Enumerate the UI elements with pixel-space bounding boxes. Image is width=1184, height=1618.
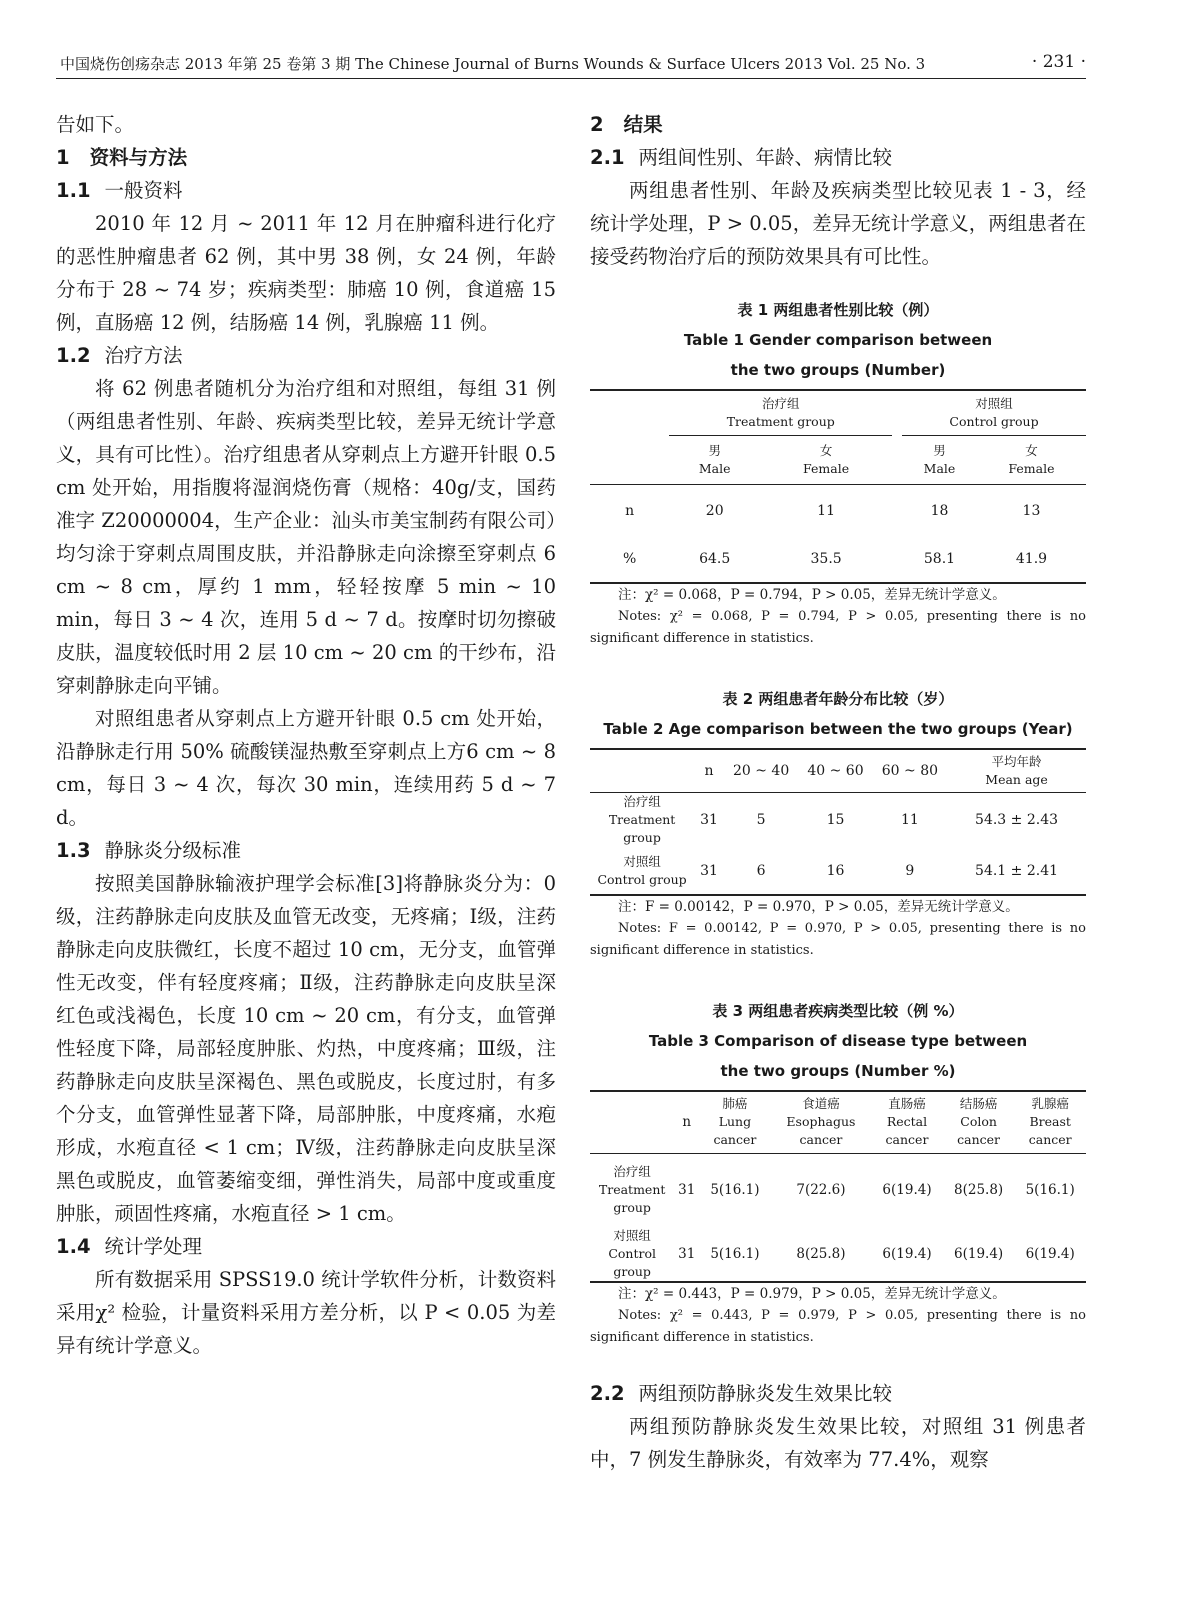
section-number: 1.1 [56,179,91,202]
subsection-heading [590,1377,1086,1410]
table-caption-zh: 表 3 两组患者疾病类型比较（例 %） [712,1002,964,1020]
group-header-en: Treatment group [726,414,835,429]
cell: 9 [905,862,915,879]
paragraph: 2010 年 12 月 ~ 2011 年 12 月在肿瘤科进行化疗的恶性肿瘤患者 62 例，其中男 38 例，女 24 例，年龄分布于 28 ~ 74 岁；疾病类型：肺癌 10 例，食道癌 15 例，直肠癌 12 例，结肠癌 14 例，乳腺癌 11 例。 [56,212,556,334]
cell: 8(25.8) [954,1182,1004,1199]
cell: 54.1 ± 2.41 [975,862,1059,879]
col-header: 食道癌 [802,1096,840,1112]
paragraph: 对照组患者从穿刺点上方避开针眼 0.5 cm 处开始，沿静脉走行用 50% 硫酸镁湿热敷至穿刺点上方6 cm ~ 8 cm，每日 3 ~ 4 次，每次 30 min，连续用药 5 d ~ 7 d。 [56,707,556,829]
table-caption-en: Table 2 Age comparison between the two groups (Year) [603,719,1073,738]
paragraph: 按照美国静脉输液护理学会标准[3]将静脉炎分为：0 级，注药静脉走向皮肤及血管无改变，无疼痛；Ⅰ级，注药静脉走向皮肤微红，长度不超过 10 cm，无分支，血管弹性无改变，伴有轻度疼痛；Ⅱ级，注药静脉走向皮肤呈深红色或浅褐色，长度 10 cm ~ 20 cm，有分支，血管弹性轻度下降，局部轻度肿胀、灼热，中度疼痛；Ⅲ级，注药静脉走向皮肤呈深褐色、黑色或脱皮，长度过肘，有多个分支，血管弹性显著下降，局部肿胀，中度疼痛，水疱形成，水疱直径 < 1 cm；Ⅳ级，注药静脉走向皮肤呈深黑色或脱皮，血管萎缩变细，弹性消失，局部中度或重度肿胀，顽固性疼痛，水疱直径 > 1 cm。 [56,872,556,1225]
group-header: 对照组 [975,396,1013,411]
cell: 11 [900,812,919,828]
table-3 [590,996,1086,1349]
row-label: n [625,502,635,519]
cell: 35.5 [810,551,842,567]
table-row [590,1227,1086,1282]
col-header: n [682,1114,692,1131]
table-caption-zh: 表 1 两组患者性别比较（例） [737,301,939,319]
subsection-heading [56,834,556,867]
col-header: n [704,762,714,779]
col-header-en: Mean age [985,771,1048,787]
col-header-en: cancer [799,1132,843,1148]
table-2 [590,684,1086,963]
table-row [590,847,1086,895]
row-label: 治疗组 [613,1164,651,1180]
cell: 7(22.6) [796,1182,846,1199]
section-number: 2.2 [590,1382,625,1405]
section-title: 一般资料 [104,179,183,202]
col-header-en: Lung [718,1114,752,1130]
right-column [590,108,1086,1476]
paragraph: 两组预防静脉炎发生效果比较，对照组 31 例患者中，7 例发生静脉炎，有效率为 77.4%，观察 [590,1415,1086,1471]
col-header-en: cancer [1028,1132,1072,1148]
cell: 58.1 [923,551,956,567]
cell: 6(19.4) [882,1182,932,1199]
section-number: 1 [56,146,70,169]
cell: 15 [826,812,845,828]
section-title: 两组间性别、年龄、病情比较 [638,146,893,169]
col-header: 男 [708,443,721,458]
col-header: 直肠癌 [888,1096,926,1112]
section-title: 结果 [623,113,663,136]
col-header-en: cancer [885,1132,929,1148]
row-label-en: group [613,1200,651,1216]
col-header: 20 ~ 40 [732,762,790,779]
cell: 31 [700,862,718,879]
table-row [590,793,1086,848]
cell: 8(25.8) [796,1246,846,1262]
cell: 54.3 ± 2.43 [975,812,1059,828]
row-label-en: Treatment [598,1182,666,1198]
page-number: · 231 · [1031,52,1086,72]
table-row [590,485,1086,537]
cell: 6(19.4) [882,1246,932,1262]
table-1 [590,295,1086,650]
table-note-zh: 注：χ² = 0.443，P = 0.979，P > 0.05，差异无统计学意义。 [618,1286,1006,1302]
subsection-heading [56,174,556,207]
section-number: 1.4 [56,1235,91,1258]
row-label: 治疗组 [623,794,661,809]
row-label: 对照组 [623,853,661,869]
col-header: 乳腺癌 [1031,1096,1069,1112]
col-header-en: Colon [960,1114,997,1130]
col-header-en: Male [698,461,731,476]
group-header-en: Control group [949,414,1039,429]
paragraph: 所有数据采用 SPSS19.0 统计学软件分析，计数资料采用χ² 检验，计量资料采用方差分析，以 P < 0.05 为差异有统计学意义。 [56,1268,556,1357]
section-title: 两组预防静脉炎发生效果比较 [638,1382,893,1405]
table-caption-en: the two groups (Number) [730,361,946,379]
section-heading [590,108,1086,141]
journal-citation: 中国烧伤创疡杂志 2013 年第 25 卷第 3 期 The Chinese Journal of Burns Wounds & Surface Ulcers 2013 Vol. 25 No. 3 [60,55,926,73]
cell: 31 [678,1182,696,1199]
table-caption-en: Table 3 Comparison of disease type between [648,1032,1028,1050]
section-number: 2.1 [590,146,625,169]
table-note-zh: 注：F = 0.00142，P = 0.970，P > 0.05，差异无统计学意义。 [618,899,1019,915]
table-row [590,1153,1086,1227]
section-number: 1.2 [56,344,91,367]
col-header: 女 [819,443,833,458]
cell: 41.9 [1015,551,1048,567]
paragraph: 两组患者性别、年龄及疾病类型比较见表 1 - 3，经统计学处理，P > 0.05，差异无统计学意义，两组患者在接受药物治疗后的预防效果具有可比性。 [590,179,1086,268]
col-header-en: Breast [1029,1114,1071,1130]
section-heading [56,141,556,174]
paragraph: 告如下。 [56,113,135,136]
section-number: 2 [590,113,604,136]
col-header: 女 [1025,443,1038,458]
running-header [56,52,1086,79]
col-header-en: cancer [957,1132,1001,1148]
col-header: 结肠癌 [959,1096,998,1112]
row-label: % [623,551,637,567]
left-column [56,108,556,1362]
table-note-en: Notes: F = 0.00142, P = 0.970, P > 0.05, presenting there is no significant difference in statistics. [590,921,1086,958]
table-caption-zh: 表 2 两组患者年龄分布比较（岁） [722,689,954,708]
section-title: 静脉炎分级标准 [104,839,242,862]
col-header-en: Rectal [886,1114,928,1130]
table-note-en: Notes: χ² = 0.068, P = 0.794, P > 0.05, presenting there is no significant difference in statistics. [590,608,1086,646]
col-header: 男 [933,443,946,458]
cell: 6 [756,862,766,879]
row-label-en: Control group [608,1246,656,1279]
cell: 6(19.4) [1025,1246,1075,1262]
col-header-en: Male [923,461,956,476]
section-title: 资料与方法 [89,146,188,169]
col-header-en: Female [1008,461,1055,476]
col-header: 平均年龄 [991,753,1042,769]
cell: 18 [930,502,949,519]
col-header: 40 ~ 60 [807,762,864,779]
cell: 16 [826,862,845,879]
cell: 5(16.1) [710,1246,760,1262]
cell: 6(19.4) [954,1246,1004,1262]
paragraph: 将 62 例患者随机分为治疗组和对照组，每组 31 例（两组患者性别、年龄、疾病类型比较，差异无统计学意义，具有可比性）。治疗组患者从穿刺点上方避开针眼 0.5 cm 处开始，用指腹将湿润烧伤膏（规格：40g/支，国药准字 Z20000004，生产企业：汕头市美宝制药有限公司）均匀涂于穿刺点周围皮肤，并沿静脉走向涂擦至穿刺点 6 cm ~ 8 cm，厚约 1 mm，轻轻按摩 5 min ~ 10 min，每日 3 ~ 4 次，连用 5 d ~ 7 d。按摩时切勿擦破皮肤，温度较低时用 2 层 10 cm ~ 20 cm 的干纱布，沿穿刺静脉走向平铺。 [56,377,556,697]
section-title: 统计学处理 [104,1235,203,1258]
subsection-heading [590,141,1086,174]
cell: 31 [700,812,718,828]
col-header: 60 ~ 80 [881,762,939,779]
cell: 13 [1022,502,1041,519]
table-note-en: Notes: χ² = 0.443, P = 0.979, P > 0.05, presenting there is no significant difference in statistics. [590,1308,1086,1345]
table-note-zh: 注：χ² = 0.068，P = 0.794，P > 0.05，差异无统计学意义。 [618,586,1006,603]
table-caption-en: the two groups (Number %) [720,1062,956,1080]
cell: 5 [756,812,766,828]
cell: 5(16.1) [1025,1182,1075,1199]
cell: 64.5 [699,551,731,567]
cell: 11 [817,502,835,519]
cell: 20 [705,502,724,519]
row-label-en: Treatment group [608,812,676,845]
row-label: 对照组 [613,1228,651,1243]
row-label-en: Control group [597,871,687,887]
col-header-en: Esophagus [786,1114,856,1130]
col-header-en: Female [803,461,850,476]
col-header-en: cancer [713,1132,757,1148]
subsection-heading [56,1230,556,1263]
group-header: 治疗组 [761,396,800,411]
table-row [590,537,1086,583]
subsection-heading [56,339,556,372]
section-title: 治疗方法 [104,344,183,367]
section-number: 1.3 [56,839,91,862]
cell: 5(16.1) [710,1182,760,1199]
cell: 31 [678,1246,696,1262]
col-header: 肺癌 [722,1096,748,1112]
table-caption-en: Table 1 Gender comparison between [683,331,993,349]
